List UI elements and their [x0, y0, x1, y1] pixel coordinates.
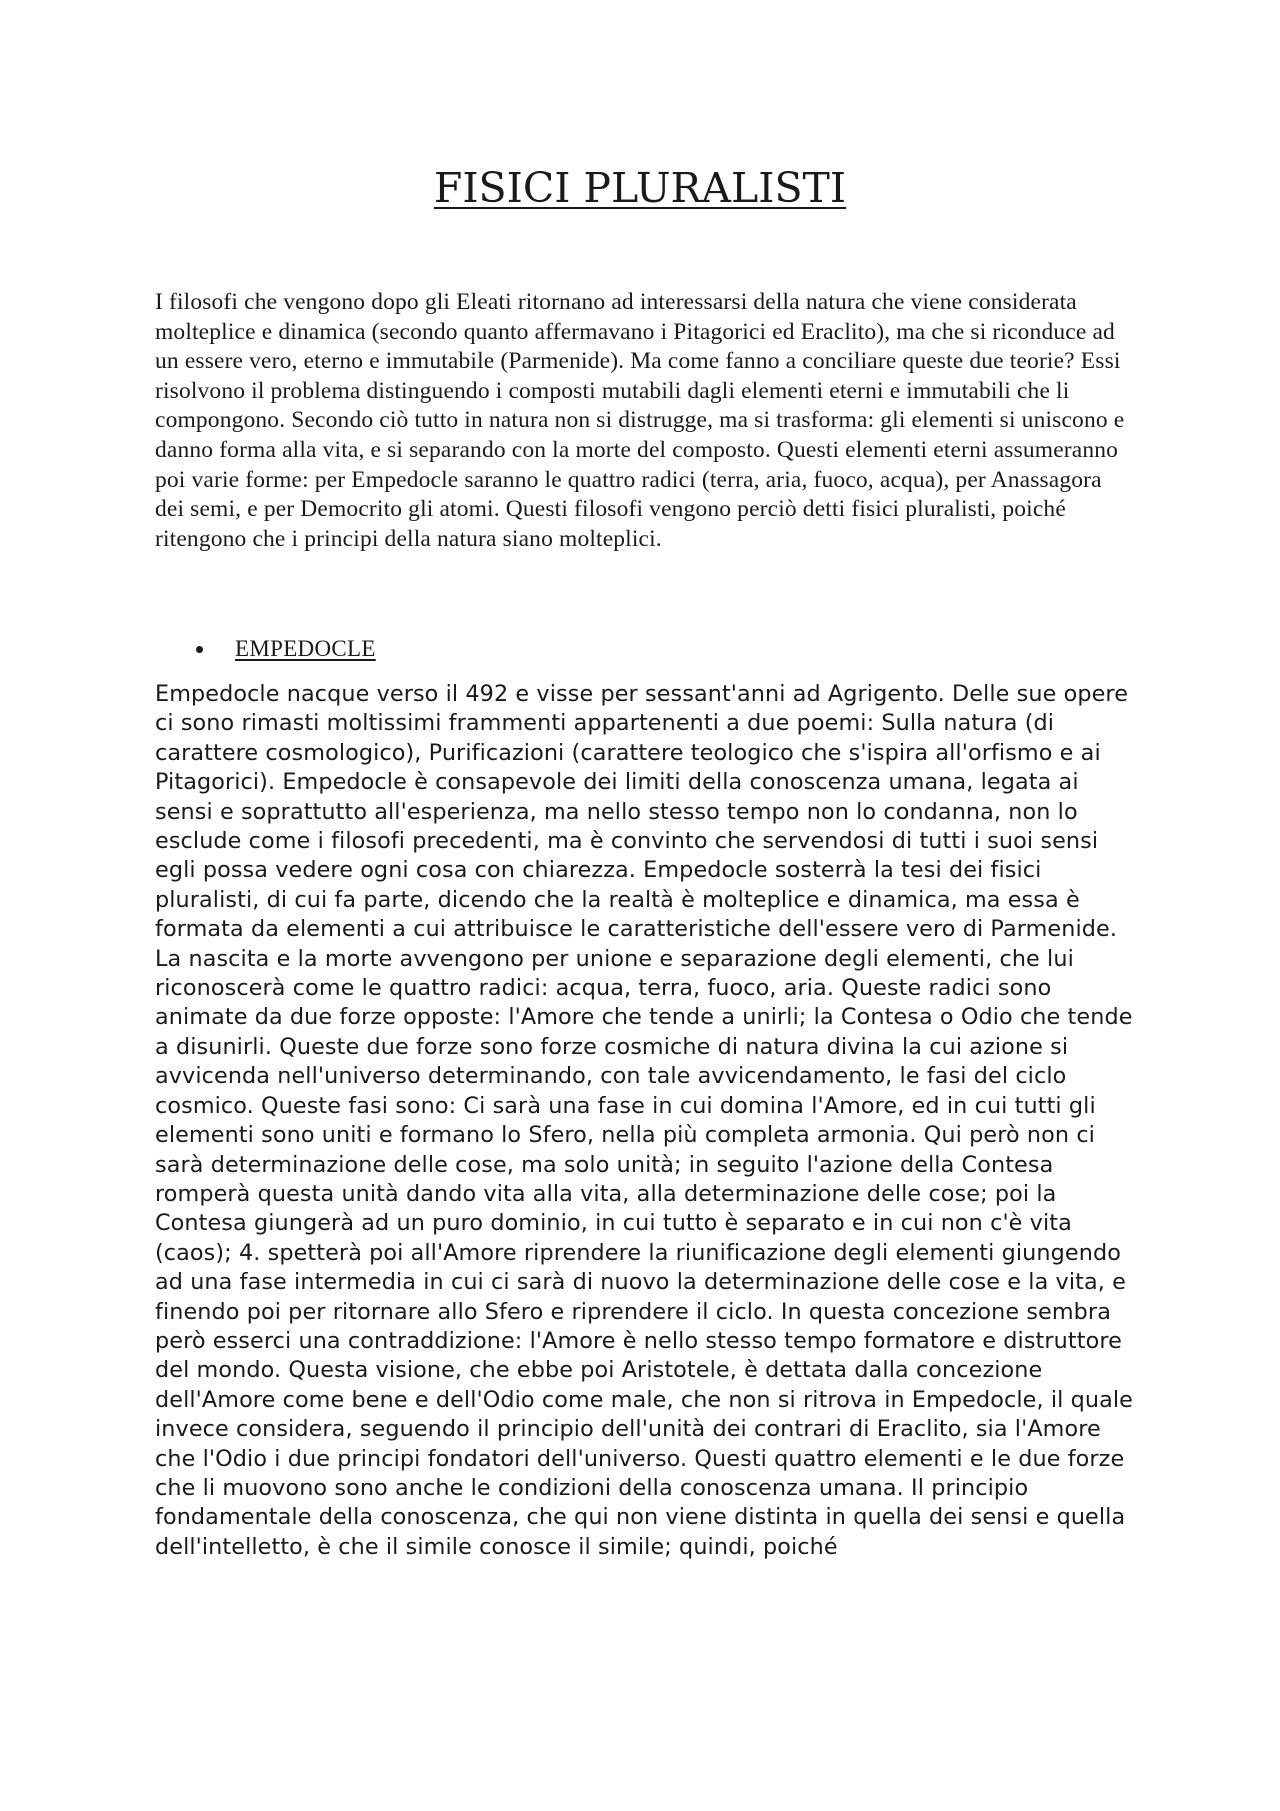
document-title: FISICI PLURALISTI — [433, 164, 847, 212]
section-body-paragraph: Empedocle nacque verso il 492 e visse per sessant'anni ad Agrigento. Delle sue opere ci sono rimasti moltissimi frammenti appartenenti a due poemi: Sulla natura (di carattere cosmologico), Purificazioni (carattere teologico che s'ispira all'orfismo e ai Pitagorici). Empedocle è consapevole dei limiti della conoscenza umana, legata ai sensi e soprattutto all'esperienza, ma nello stesso tempo non lo condanna, non lo esclude come i filosofi precedenti, ma è convinto che servendosi di tutti i suoi sensi egli possa vedere ogni cosa con chiarezza. Empedocle sosterrà la tesi dei fisici pluralisti, di cui fa parte, dicendo che la realtà è molteplice e dinamica, ma essa è formata da elementi a cui attribuisce le caratteristiche dell'essere vero di Parmenide. La nascita e la morte avvengono per unione e separazione degli elementi, che lui riconoscerà come le quattro radici: acqua, terra, fuoco, aria. Queste radici sono animate da due forze opposte: l'Amore che tende a unirli; la Contesa o Odio che tende a disunirli. Queste due forze sono forze cosmiche di natura divina la cui azione si avvicenda nell'universo determinando, con tale avvicendamento, le fasi del ciclo cosmico. Queste fasi sono: Ci sarà una fase in cui domina l'Amore, ed in cui tutti gli elementi sono uniti e formano lo Sfero, nella più completa armonia. Qui però non ci sarà determinazione delle cose, ma solo unità; in seguito l'azione della Contesa romperà questa unità dando vita alla vita, alla determinazione delle cose; poi la Contesa giungerà ad un puro dominio, in cui tutto è separato e in cui non c'è vita (caos); 4. spetterà poi all'Amore riprendere la riunificazione degli elementi giungendo ad una fase intermedia in cui ci sarà di nuovo la determinazione delle cose e la vita, e finendo poi per ritornare allo Sfero e riprendere il ciclo. In questa concezione sembra però esserci una contraddizione: l'Amore è nello stesso tempo formatore e distruttore del mondo. Questa visione, che ebbe poi Aristotele, è dettata dalla concezione dell'Amore come bene e dell'Odio come male, che non si ritrova in Empedocle, il quale invece considera, seguendo il principio dell'unità dei contrari di Eraclito, sia l'Amore che l'Odio i due principi fondatori dell'universo. Questi quattro elementi e le due forze che li muovono sono anche le condizioni della conoscenza umana. Il principio fondamentale della conoscenza, che qui non viene distinta in quella dei sensi e quella dell'intelletto, è che il simile conosce il simile; quindi, poiché — [155, 681, 1133, 1560]
intro-paragraph: I filosofi che vengono dopo gli Eleati ritornano ad interessarsi della natura che viene considerata molteplice e dinamica (secondo quanto affermavano i Pitagorici ed Eraclito), ma che si riconduce ad un essere vero, eterno e immutabile (Parmenide). Ma come fanno a conciliare queste due teorie? Essi risolvono il problema distinguendo i composti mutabili dagli elementi eterni e immutabili che li compongono. Secondo ciò tutto in natura non si distrugge, ma si trasforma: gli elementi si uniscono e danno forma alla vita, e si separando con la morte del composto. Questi elementi eterni assumeranno poi varie forme: per Empedocle saranno le quattro radici (terra, aria, fuoco, acqua), per Anassagora dei semi, e per Democrito gli atomi. Questi filosofi vengono perciò detti fisici pluralisti, poiché ritengono che i principi della natura siano molteplici. — [155, 289, 1125, 552]
bullet-icon — [196, 646, 203, 653]
section-heading: EMPEDOCLE — [235, 636, 376, 661]
section-bullet — [196, 633, 376, 665]
